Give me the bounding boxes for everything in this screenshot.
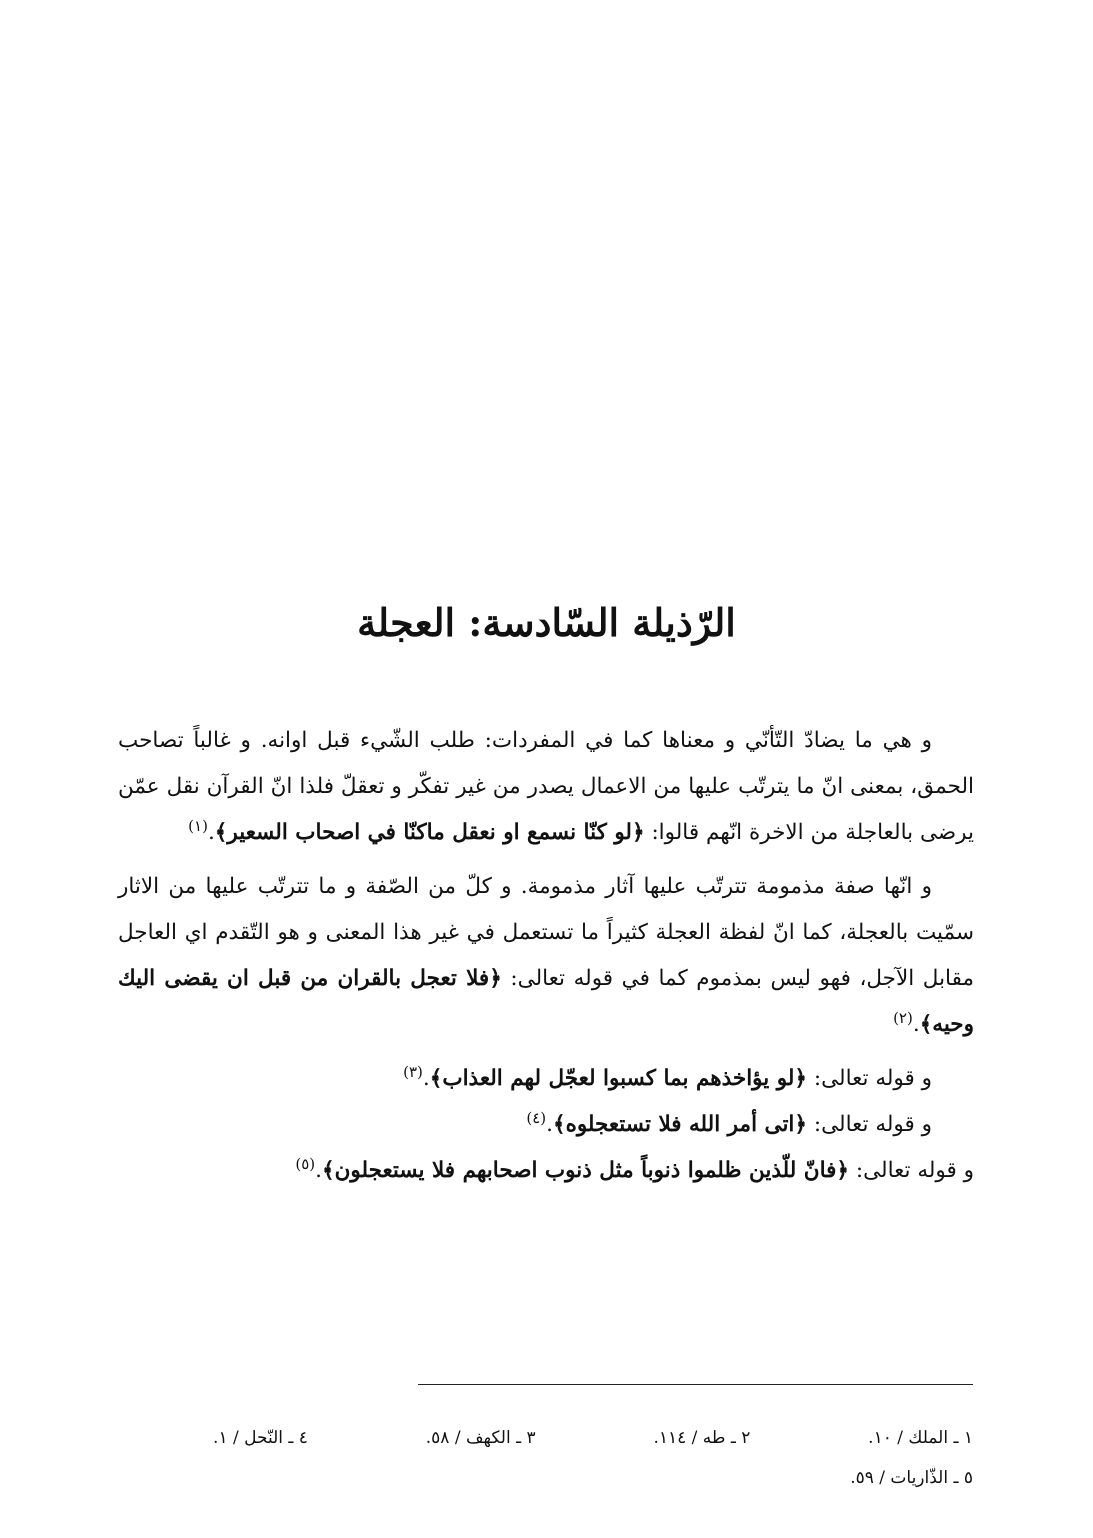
- period: .: [207, 820, 215, 845]
- verse-lead: و قوله تعالى:: [813, 1112, 932, 1137]
- period: .: [912, 1012, 920, 1037]
- paragraph-1: [118, 718, 974, 856]
- footnote-ref: (٣): [403, 1062, 423, 1081]
- footnote-ref: (٤): [526, 1108, 547, 1127]
- paragraph-1-text: و هي ما يضادّ التّأنّي و معناها كما في المفردات: طلب الشّيء قبل اوانه. و غالباً تصاحب الحمق، بمعنى انّ ما يترتّب عليها من الاعمال يصدر من غير تفكّر و تعقلّ فلذا انّ القرآن نقل عمّن يرضى بالعاجلة من الاخرة انّهم قالوا:: [118, 728, 974, 845]
- footnote-row-2: [213, 1458, 973, 1498]
- quran-quote: فانّ للّذين ظلموا ذنوباً مثل ذنوب اصحابهم فلا يستعجلون: [334, 1158, 837, 1183]
- footnote-3: ٣ ـ الكهف / ٥٨.: [425, 1428, 536, 1448]
- footnote-row-1: [213, 1418, 973, 1458]
- quran-quote: فلا تعجل بالقران من قبل ان يقضى اليك وحيه: [118, 966, 974, 1037]
- main-text: [118, 718, 974, 1194]
- quran-bracket-close: ﴾: [429, 1066, 443, 1091]
- paragraph-2: [118, 864, 974, 1048]
- quran-bracket-close: ﴾: [552, 1112, 566, 1137]
- quran-bracket-open: ﴿: [631, 820, 645, 845]
- footnote-divider: [418, 1384, 973, 1385]
- footnote-ref: (٥): [295, 1154, 316, 1173]
- period: .: [546, 1112, 553, 1137]
- paragraph-2-text: و انّها صفة مذمومة تترتّب عليها آثار مذمومة. و كلّ من الصّفة و ما تترتّب عليها من الاثار سمّيت بالعجلة، كما انّ لفظة العجلة كثيراً ما تستعمل في غير هذا المعنى و هو التّقدم اي العاجل مقابل الآجل، فهو ليس بمذموم كما في قوله تعالى:: [118, 874, 974, 991]
- quran-quote: لو كنّا نسمع او نعقل ماكنّا في اصحاب السعير: [227, 820, 632, 845]
- footnote-1: ١ ـ الملك / ١٠.: [868, 1428, 973, 1448]
- footnote-ref: (٢): [893, 1008, 913, 1027]
- quran-quote: اتى أمر الله فلا تستعجلوه: [565, 1112, 795, 1137]
- footnote-4: ٤ ـ النّحل / ١.: [213, 1428, 308, 1448]
- period: .: [422, 1066, 430, 1091]
- verse-lead: و قوله تعالى:: [813, 1066, 932, 1091]
- verse-lead: و قوله تعالى:: [855, 1158, 974, 1183]
- verse-line-3: [118, 1148, 974, 1194]
- quran-bracket-close: ﴾: [214, 820, 228, 845]
- footnote-2: ٢ ـ طه / ١١٤.: [653, 1428, 751, 1448]
- quran-bracket-open: ﴿: [794, 1112, 808, 1137]
- quran-bracket-open: ﴿: [794, 1066, 808, 1091]
- footnotes: [213, 1418, 973, 1498]
- page-title: الرّذيلة السّادسة: العجلة: [357, 600, 736, 645]
- quran-bracket-close: ﴾: [919, 1012, 933, 1037]
- quran-bracket-open: ﴿: [836, 1158, 850, 1183]
- period: .: [315, 1158, 322, 1183]
- verse-line-1: [118, 1056, 974, 1102]
- footnote-ref: (١): [188, 816, 208, 835]
- footnote-5: ٥ ـ الذّاريات / ٥٩.: [850, 1468, 973, 1488]
- quran-bracket-open: ﴿: [489, 966, 502, 991]
- quran-quote: لو يؤاخذهم بما كسبوا لعجّل لهم العذاب: [442, 1066, 795, 1091]
- verse-line-2: [118, 1102, 974, 1148]
- quran-bracket-close: ﴾: [321, 1158, 335, 1183]
